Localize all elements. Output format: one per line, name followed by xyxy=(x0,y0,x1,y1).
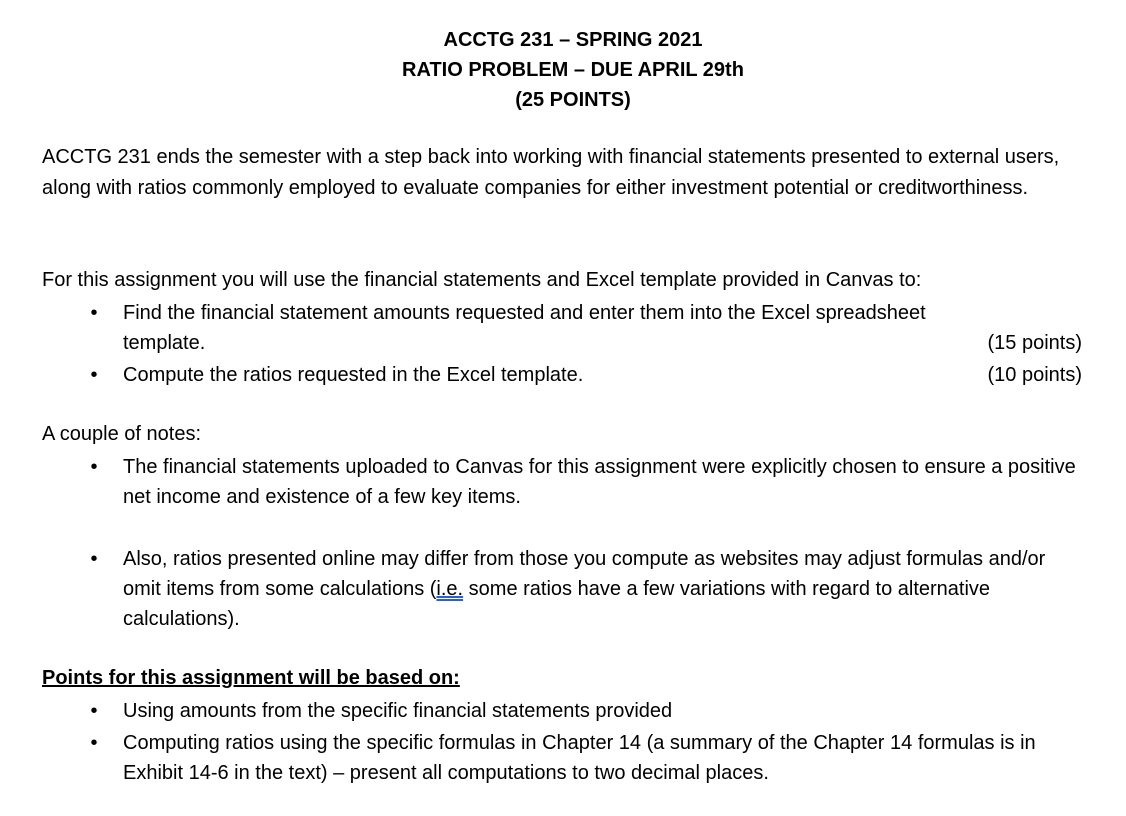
grading-list xyxy=(42,696,1082,788)
intro-paragraph: ACCTG 231 ends the semester with a step back into working with financial statements presented to external users, along with ratios commonly employed to evaluate companies for either investment potential or creditworthiness. xyxy=(42,146,1060,199)
assignment-item-2-row xyxy=(123,360,1082,390)
notes-item-2-text-before: Also, ratios presented online may differ from those you compute as websites may adjust formulas and/or omit items from some calculations ( xyxy=(123,548,1046,600)
assignment-item-1 xyxy=(42,298,1082,358)
grading-heading xyxy=(42,663,1072,694)
assignment-item-2-points: (10 points) xyxy=(987,364,1082,386)
assignment-item-2-text: Compute the ratios requested in the Excel template. xyxy=(123,364,584,386)
assignment-item-1-text: template. xyxy=(123,332,206,354)
title-points: (25 POINTS) xyxy=(515,89,631,111)
notes-item-1-text: The financial statements uploaded to Canvas for this assignment were explicitly chosen to ensure a positive net income and existence of a few key items. xyxy=(123,456,1076,508)
assignment-lead: For this assignment you will use the financial statements and Excel template provided in Canvas to: xyxy=(42,269,922,291)
bullet-icon: • xyxy=(90,700,98,722)
grading-item-2 xyxy=(42,728,1082,788)
assignment-list xyxy=(42,298,1082,390)
notes-lead: A couple of notes: xyxy=(42,423,202,445)
assignment-item-2 xyxy=(42,360,1082,390)
grading-heading-text: Points for this assignment will be based on: xyxy=(42,667,460,689)
assignment-item-1-line2 xyxy=(123,328,1082,358)
title-course: ACCTG 231 – SPRING 2021 xyxy=(443,29,703,51)
grading-item-2-text: Computing ratios using the specific formulas in Chapter 14 (a summary of the Chapter 14 formulas is in Exhibit 14-6 in the text) – present all computations to two decimal places. xyxy=(123,732,1036,784)
bullet-icon: • xyxy=(90,456,98,478)
grading-item-1-text: Using amounts from the specific financial statements provided xyxy=(123,700,673,722)
bullet-icon: • xyxy=(90,364,98,386)
grading-item-1 xyxy=(42,696,1082,726)
notes-item-1 xyxy=(42,452,1082,512)
bullet-icon: • xyxy=(90,302,98,324)
ie-spellcheck-link[interactable]: i.e. xyxy=(436,578,464,600)
notes-item-2-text-after: some ratios have a few variations with regard to alternative calculations). xyxy=(123,578,991,630)
assignment-item-1-line1: Find the financial statement amounts requested and enter them into the Excel spreadsheet xyxy=(123,302,926,324)
notes-list xyxy=(42,452,1082,634)
bullet-icon: • xyxy=(90,732,98,754)
notes-item-2 xyxy=(42,544,1082,634)
document-title xyxy=(0,25,1126,115)
title-assignment: RATIO PROBLEM – DUE APRIL 29th xyxy=(402,59,744,81)
bullet-icon: • xyxy=(90,548,98,570)
assignment-item-1-points: (15 points) xyxy=(987,332,1082,354)
